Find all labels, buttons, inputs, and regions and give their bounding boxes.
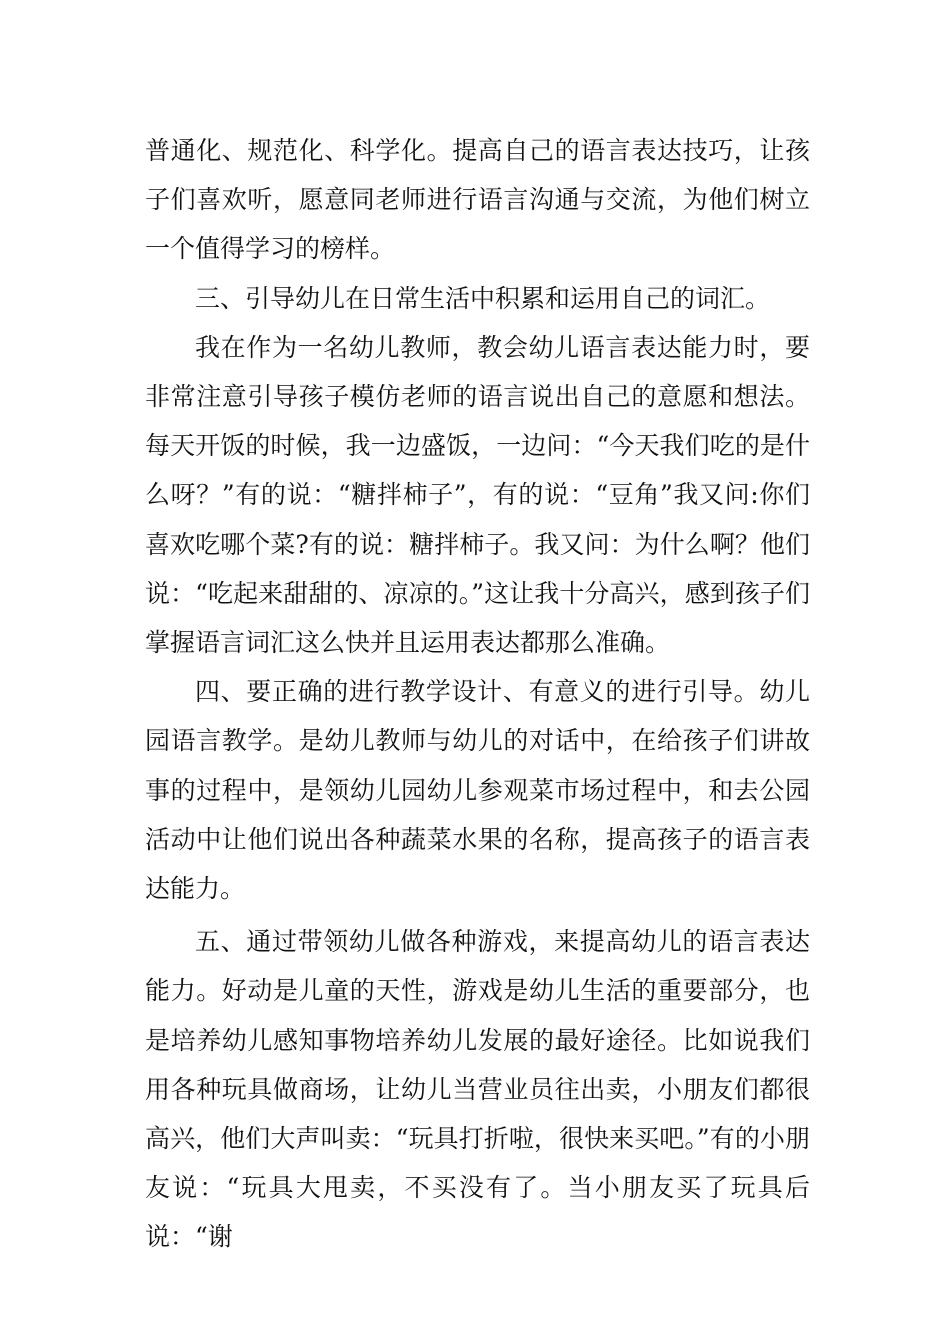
paragraph-section-five: 五、通过带领幼儿做各种游戏，来提高幼儿的语言表达能力。好动是儿童的天性，游戏是幼儿生活的重要部分，也是培养幼儿感知事物培养幼儿发展的最好途径。比如说我们用各种玩具做商场，让幼儿当营业员往出卖，小朋友们都很高兴，他们大声叫卖：“玩具打折啦，很快来买吧。”有的小朋友说：“玩具大甩卖，不买没有了。当小朋友买了玩具后说：“谢 [145, 927, 810, 1252]
paragraph-section-four: 四、要正确的进行教学设计、有意义的进行引导。幼儿园语言教学。是幼儿教师与幼儿的对话中，在给孩子们讲故事的过程中，是领幼儿园幼儿参观菜市场过程中，和去公园活动中让他们说出各种蔬菜水果的名称，提高孩子的语言表达能力。 [145, 677, 810, 904]
body-text [145, 126, 810, 1262]
paragraph-continuation: 普通化、规范化、科学化。提高自己的语言表达技巧，让孩子们喜欢听，愿意同老师进行语言沟通与交流，为他们树立一个值得学习的榜样。 [145, 136, 810, 264]
paragraph-section-three-heading: 三、引导幼儿在日常生活中积累和运用自己的词汇。 [195, 283, 771, 313]
paragraph-section-three-body: 我在作为一名幼儿教师，教会幼儿语言表达能力时，要非常注意引导孩子模仿老师的语言说出自己的意愿和想法。每天开饭的时候，我一边盛饭，一边问：“今天我们吃的是什么呀？”有的说：“糖拌柿子”，有的说：“豆角”我又问:你们喜欢吃哪个菜?有的说：糖拌柿子。我又问：为什么啊？他们说：“吃起来甜甜的、凉凉的。”这让我十分高兴，感到孩子们掌握语言词汇这么快并且运用表达都那么准确。 [145, 332, 810, 658]
